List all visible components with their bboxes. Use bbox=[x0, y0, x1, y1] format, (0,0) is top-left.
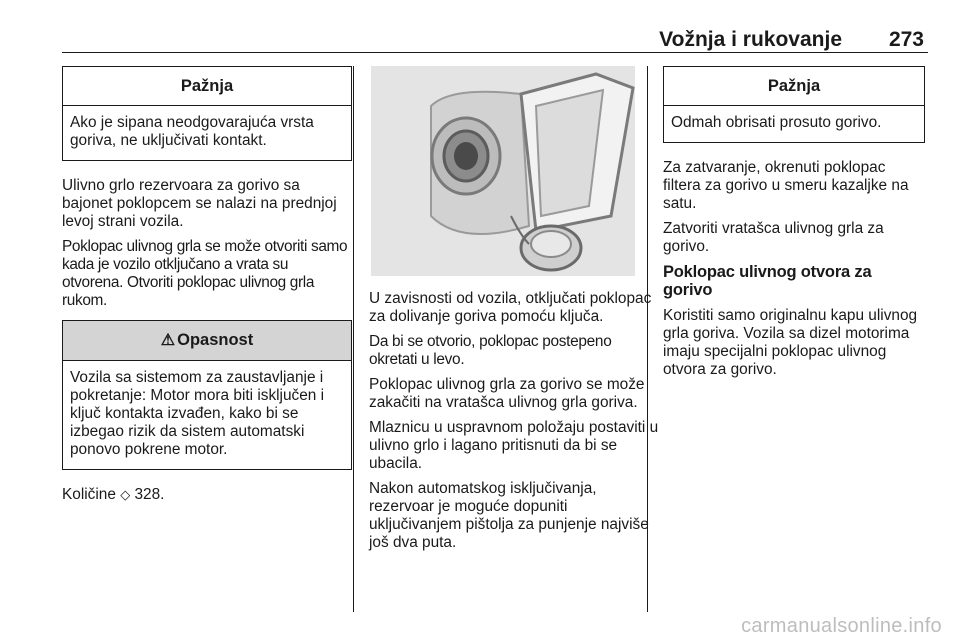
danger-text: Vozila sa sistemom za zaustavljanje i pokretanje: Motor mora biti isključen i ključ kontakta izvađen, kako bi se izbegao rizik da sistem automatski ponovo pokrene motor. bbox=[70, 369, 325, 458]
paragraph: Ulivno grlo rezervoara za gorivo sa bajonet poklopcem se nalazi na prednjoj levoj strani vozila. bbox=[62, 177, 337, 230]
paragraph: Mlaznicu u uspravnom položaju postaviti u ulivno grlo i lagano pritisnuti da bi se ubacila. bbox=[369, 419, 659, 472]
column-1 bbox=[62, 66, 352, 511]
section-title: Vožnja i rukovanje bbox=[659, 28, 842, 51]
paragraph: Koristiti samo originalnu kapu ulivnog grla goriva. Vozila sa dizel motorima imaju specijalni poklopac ulivnog otvora za gorivo. bbox=[663, 307, 918, 378]
column-2 bbox=[369, 66, 659, 559]
column-3 bbox=[663, 66, 925, 386]
reference-page-link[interactable]: 328. bbox=[134, 486, 165, 503]
paragraph: Nakon automatskog isključivanja, rezervoar je moguće dopuniti uključivanjem pištolja za punjenje najviše još dva puta. bbox=[369, 480, 649, 551]
paragraph: U zavisnosti od vozila, otključati poklopac za dolivanje goriva pomoću ključa. bbox=[369, 290, 652, 325]
paragraph: Za zatvaranje, okrenuti poklopac filtera za gorivo u smeru kazaljke na satu. bbox=[663, 159, 909, 212]
column-divider-1 bbox=[353, 66, 354, 612]
danger-box bbox=[62, 320, 352, 470]
notice-box bbox=[663, 66, 925, 143]
notice-text: Odmah obrisati prosuto gorivo. bbox=[671, 114, 882, 131]
reference-arrow-icon: ◇ bbox=[120, 487, 131, 502]
danger-header bbox=[63, 321, 351, 361]
notice-text: Ako je sipana neodgovarajuća vrsta goriva, ne uključivati kontakt. bbox=[70, 114, 314, 149]
header-rule bbox=[62, 52, 928, 53]
notice-title: Pažnja bbox=[664, 67, 924, 106]
notice-title: Pažnja bbox=[63, 67, 351, 106]
paragraph: Poklopac ulivnog grla se može otvoriti samo kada je vozilo otključano a vrata su otvorena. Otvoriti poklopac ulivnog grla rukom. bbox=[62, 238, 348, 309]
watermark: carmanualsonline.info bbox=[741, 615, 942, 637]
reference-label: Količine bbox=[62, 486, 116, 503]
page-header bbox=[62, 28, 928, 50]
paragraph: Poklopac ulivnog grla za gorivo se može zakačiti na vratašca ulivnog grla goriva. bbox=[369, 376, 645, 411]
fuel-filler-illustration bbox=[371, 66, 635, 276]
danger-title: Opasnost bbox=[177, 331, 254, 349]
paragraph: Zatvoriti vratašca ulivnog grla za gorivo. bbox=[663, 220, 884, 255]
warning-icon: ⚠ bbox=[160, 332, 176, 349]
paragraph: Da bi se otvorio, poklopac postepeno okretati u levo. bbox=[369, 333, 612, 368]
reference-line bbox=[62, 486, 352, 504]
notice-box bbox=[62, 66, 352, 161]
page-number: 273 bbox=[888, 28, 924, 51]
subsection-heading: Poklopac ulivnog otvora za gorivo bbox=[663, 263, 872, 299]
